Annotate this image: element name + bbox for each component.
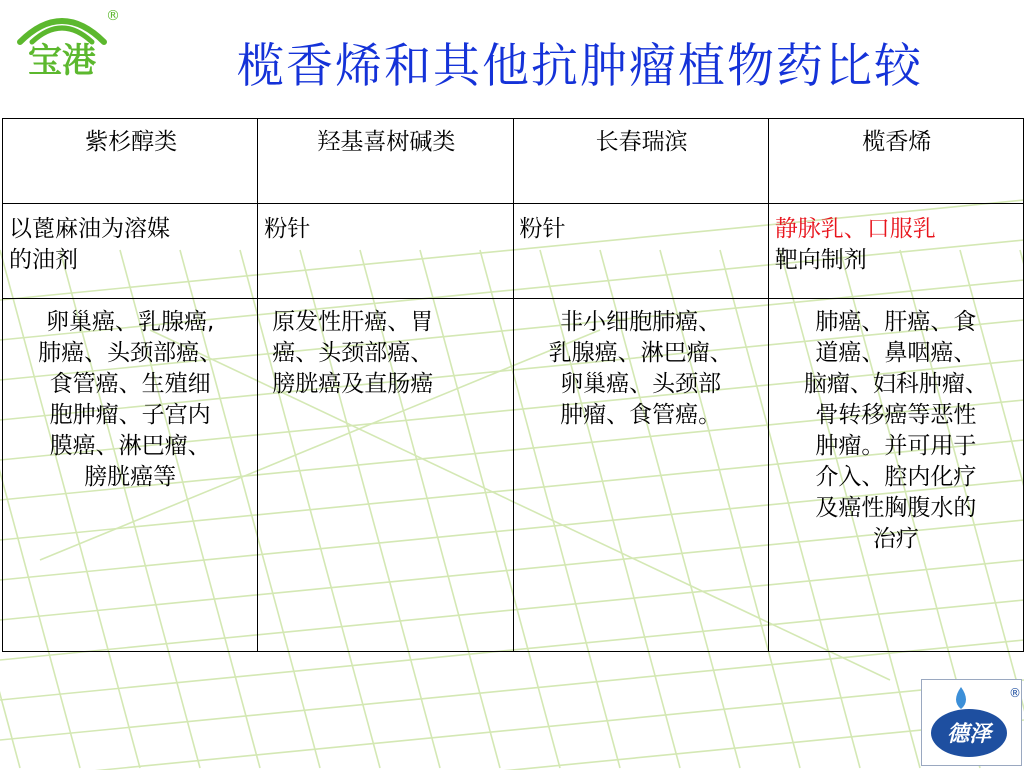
svg-text:®: ® [1009,686,1021,700]
cell-line: 靶向制剂 [774,247,867,273]
cell-line: 骨转移癌等恶性 [815,402,977,428]
baogang-logo [6,2,118,98]
cell-line: 癌、头颈部癌、 [272,340,434,366]
cell-line: 膀胱癌等 [84,464,177,490]
cell-line: 介入、腔内化疗 [815,464,977,490]
cell-line: 肺癌、头颈部癌、 [38,340,223,366]
grid-line [0,640,1024,740]
cell-line: 脑瘤、妇科肿瘤、 [803,371,988,397]
cell-line: 的油剂 [9,247,78,273]
cell-line: 膜癌、淋巴瘤、 [49,433,211,459]
cell-line: 肺癌、肝癌、食 [815,309,977,335]
cell-line: 及癌性胸腹水的 [815,495,977,521]
table-row-indications [3,299,1024,652]
cell-indications-elemene [768,299,1023,652]
cell-formulation-hydroxycamptothecin: 粉针 [258,204,513,299]
header-paclitaxel: 紫杉醇类 [3,119,258,204]
cell-formulation-paclitaxel [3,204,258,299]
cell-formulation-vinorelbine: 粉针 [513,204,768,299]
table-row-formulation [3,204,1024,299]
comparison-table [2,118,1024,652]
cell-line: 肿瘤。并可用于 [815,433,977,459]
cell-line: 乳腺癌、淋巴瘤、 [548,340,733,366]
header-elemene: 榄香烯 [768,119,1023,204]
cell-line: 道癌、鼻咽癌、 [815,340,977,366]
page-title: 榄香烯和其他抗肿瘤植物药比较 [237,39,923,94]
cell-line: 卵巢癌、乳腺癌, [45,309,215,335]
cell-line: 非小细胞肺癌、 [560,309,722,335]
highlight-text: 静脉乳、口服乳 [774,216,936,242]
cell-formulation-elemene [768,204,1023,299]
svg-text:宝港: 宝港 [28,41,96,81]
table-header-row [3,119,1024,204]
cell-indications-paclitaxel [3,299,258,652]
svg-text:德泽: 德泽 [946,721,992,747]
cell-line: 以蓖麻油为溶媒 [9,216,170,242]
cell-line: 肿瘤、食管癌。 [560,402,722,428]
grid-line [0,720,1024,770]
header-hydroxycamptothecin: 羟基喜树碱类 [258,119,513,204]
cell-line: 治疗 [872,526,919,552]
svg-text:®: ® [106,8,120,24]
cell-indications-hydroxycamptothecin [258,299,513,652]
cell-indications-vinorelbine [513,299,768,652]
cell-line: 原发性肝癌、胃 [272,309,434,335]
header-vinorelbine: 长春瑞滨 [513,119,768,204]
cell-line: 食管癌、生殖细 [49,371,211,397]
cell-line: 卵巢癌、头颈部 [560,371,722,397]
deze-logo [921,679,1022,766]
cell-line: 膀胱癌及直肠癌 [272,371,434,397]
cell-line: 胞肿瘤、子宫内 [49,402,211,428]
